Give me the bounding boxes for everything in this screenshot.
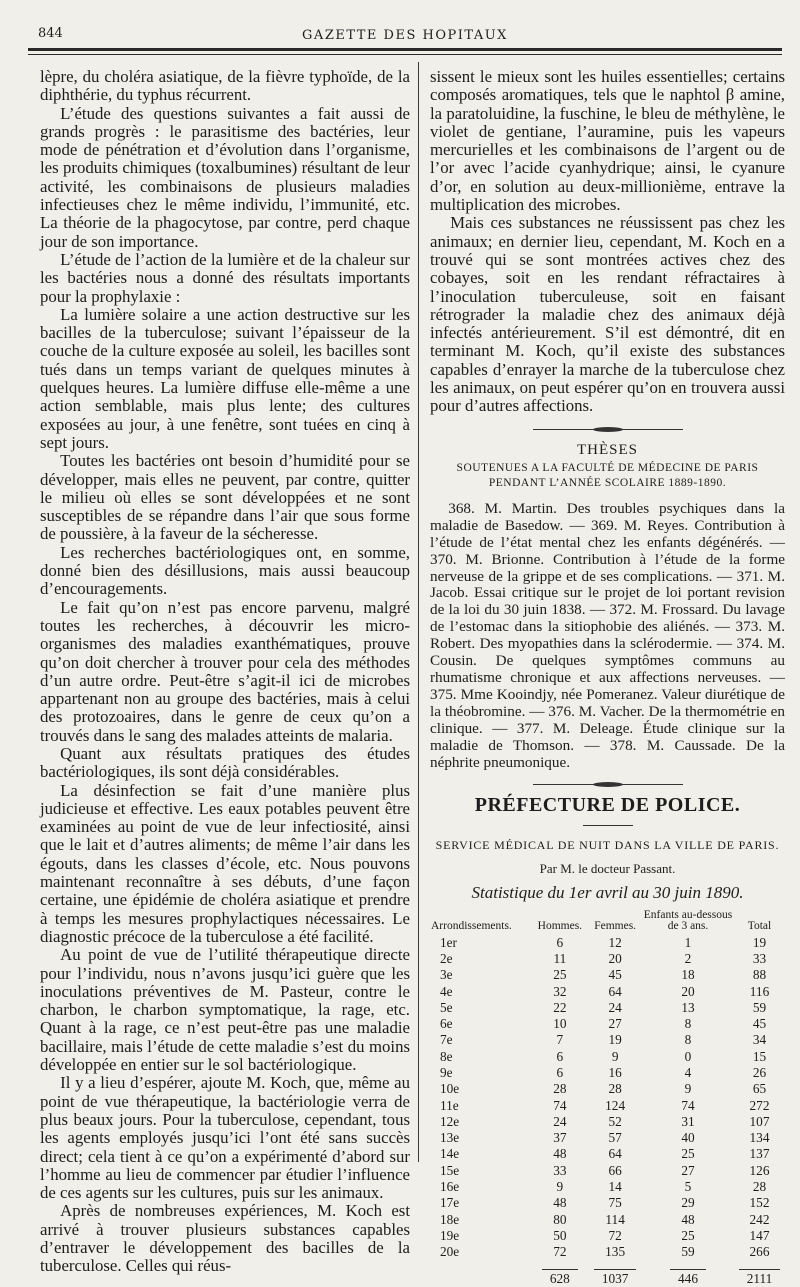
table-row — [430, 1146, 785, 1162]
value-cell: 40 — [681, 1130, 695, 1146]
section-separator — [533, 781, 683, 788]
paragraph: Les recherches bactériologiques ont, en somme, donné bien des désillusions, mais aussi beaucoup d’encouragements. — [40, 542, 410, 599]
value-cell: 20 — [608, 950, 622, 966]
value-cell: 29 — [681, 1195, 695, 1211]
value-cell: 124 — [605, 1097, 626, 1113]
paragraph: L’étude des questions suivantes a fait aussi de grands progrès : le parasitisme des bactéries, leur mode de pénétration et d’évolution dans l’organisme, les produits chimiques (toxalbumines) résultant de leur activité, les combinaisons de plusieurs maladies infectieuses chez le même individu, l’immunité, etc. La théorie de la phagocytose, par contre, perd chaque jour de son importance. — [40, 103, 410, 251]
table-row — [430, 1081, 785, 1097]
paragraph: sissent le mieux sont les huiles essentielles; certains composés aromatiques, tels que le naphtol β amine, la paratoluidine, la fuschine, le bleu de méthylène, le violet de gentiane, l’auramine, puis les vapeurs mercurielles et les combinaisons de l’argent ou de l’or avec l’acide cyanhydrique; ainsi, le cyanure d’or, en solution au deux-millionième, entrave la multiplication des microbes. — [430, 67, 785, 215]
value-cell: 28 — [752, 1179, 767, 1195]
arrondissement-cell: 20e — [440, 1244, 460, 1260]
value-cell: 75 — [608, 1195, 622, 1211]
value-cell: 88 — [752, 967, 767, 983]
value-cell: 66 — [608, 1162, 622, 1178]
arrondissement-cell: 2e — [440, 950, 453, 966]
title-rule — [583, 825, 633, 826]
table-body — [430, 935, 785, 1287]
arrondissement-cell: 5e — [440, 999, 453, 1015]
value-cell: 31 — [681, 1113, 695, 1129]
value-cell: 16 — [608, 1065, 622, 1080]
value-cell: 74 — [553, 1097, 567, 1113]
value-cell: 9 — [556, 1179, 564, 1195]
page-number: 844 — [38, 26, 63, 41]
value-cell: 6 — [556, 1065, 564, 1080]
theses-title: THÈSES — [576, 441, 638, 458]
value-cell: 116 — [749, 983, 770, 999]
value-cell: 19 — [608, 1032, 622, 1048]
value-cell: 25 — [681, 1146, 695, 1162]
arrondissement-cell: 13e — [440, 1130, 460, 1146]
service-heading: SERVICE MÉDICAL DE NUIT DANS LA VILLE DE PARIS. — [435, 837, 780, 852]
value-cell: 25 — [553, 967, 567, 983]
value-cell: 74 — [681, 1097, 695, 1113]
theses-text: 368. M. Martin. Des troubles psychiques dans la maladie de Basedow. — 369. M. Reyes. Contribution à l’étude de l’état mental chez les enfants dégénérés. — 370. M. Brionne. Contribution à l’étude de la forme nerveuse de la grippe et de ses complications. — 371. M. Jacob. Essai critique sur le projet de loi portant revision de la loi du 30 juin 1838. — 372. M. Frossard. Du lavage de l’estomac dans la sitiophobie des aliénés. — 373. M. Robert. Des myopathies dans la sclérodermie. — 374. M. Cousin. De quelques symptômes communs au rhumatisme chronique et aux affections nerveuses. — 375. Mme Kooindjy, née Pomeranez. Valeur diurétique de la théobromine. — 376. M. Vacher. De la thermométrie en clinique. — 377. M. Deleage. Étude clinique sur la maladie de Thomson. — 378. M. Caussade. De la néphrite pneumonique. — [430, 499, 785, 771]
total-value: 628 — [542, 1269, 578, 1286]
page-header — [28, 26, 782, 56]
paragraph: Au point de vue de l’utilité thérapeutique directe pour l’individu, nous n’avons jusqu’ici guère que les inoculations préventives de M. Pasteur, contre le charbon, le charbon symptomatique, la rage, etc. Quant à la rage, ce n’est peut-être pas une maladie bacillaire, mais l’étude de cette maladie s’est du moins développée en entier sur le sol bactériologique. — [40, 945, 410, 1075]
total-cell — [588, 1261, 642, 1287]
column-header: Total — [747, 919, 772, 932]
value-cell: 266 — [749, 1244, 770, 1260]
value-cell: 0 — [684, 1048, 692, 1064]
value-cell: 1 — [684, 934, 692, 950]
value-cell: 11 — [553, 950, 567, 966]
value-cell: 48 — [681, 1211, 695, 1227]
column-header: Hommes. — [537, 919, 583, 932]
author-line: Par M. le docteur Passant. — [539, 861, 676, 877]
table-row — [430, 1179, 785, 1195]
value-cell: 64 — [608, 983, 622, 999]
paragraph: La désinfection se fait d’une manière plus judicieuse et effective. Les eaux potables peuvent être examinées au point de vue de leur infectiosité, ainsi que le lait et d’autres aliments; de même l’air dans les égouts, dans les classes d’école, etc. Nous pouvons maintenant reconnaître à ses débuts, d’une façon certaine, une épidémie de choléra asiatique et prendre à temps les mesures prophylactiques nécessaires. Le diagnostic précoce de la tuberculose a été facilité. — [40, 780, 410, 946]
value-cell: 65 — [752, 1081, 767, 1097]
total-cell — [734, 1261, 785, 1287]
value-cell: 147 — [749, 1227, 770, 1243]
value-cell: 22 — [553, 999, 567, 1015]
arrondissement-cell: 3e — [440, 967, 453, 983]
value-cell: 27 — [608, 1016, 622, 1032]
value-cell: 5 — [684, 1179, 692, 1195]
value-cell: 242 — [749, 1211, 770, 1227]
value-cell: 50 — [553, 1227, 567, 1243]
table-row — [430, 984, 785, 1000]
value-cell: 33 — [553, 1162, 567, 1178]
value-cell: 8 — [684, 1032, 692, 1048]
value-cell: 6 — [556, 1048, 564, 1064]
arrondissement-cell: 8e — [440, 1048, 453, 1064]
value-cell: 34 — [752, 1032, 767, 1048]
table-row — [430, 1212, 785, 1228]
value-cell: 8 — [684, 1016, 692, 1032]
statistics-table — [430, 909, 785, 1287]
paragraph: Le fait qu’on n’est pas encore parvenu, malgré toutes les recherches, à découvrir les micro-organismes des maladies exanthématiques, prouve qu’on doit chercher à trouver pour cela des méthodes d’un autre ordre. Peut-être s’agit-il ici de microbes appartenant non au groupe des bactéries, mais à celui des protozoaires, dans le genre de ceux qu’on a trouvés dans le sang des malades atteints de malaria. — [40, 597, 410, 745]
arrondissement-cell: 9e — [440, 1065, 453, 1080]
totals-label-cell — [430, 1261, 531, 1287]
running-title: GAZETTE DES HOPITAUX — [302, 28, 508, 43]
value-cell: 13 — [681, 999, 695, 1015]
value-cell: 9 — [684, 1081, 692, 1097]
value-cell: 28 — [608, 1081, 622, 1097]
totals-row — [430, 1261, 785, 1287]
arrondissement-cell: 18e — [440, 1211, 460, 1227]
value-cell: 10 — [553, 1016, 567, 1032]
value-cell: 59 — [752, 999, 767, 1015]
arrondissement-cell: 15e — [440, 1162, 460, 1178]
value-cell: 45 — [608, 967, 622, 983]
table-row — [430, 967, 785, 983]
table-row — [430, 935, 785, 951]
value-cell: 24 — [553, 1113, 567, 1129]
paragraph: Mais ces substances ne réussissent pas chez les animaux; en dernier lieu, cependant, M. Koch en a trouvé qui se sont montrées actives chez des cobayes, soit en les rendant réfractaires à l’inoculation tuberculeuse, soit en faisant rétrograder la maladie chez des animaux déjà infectés antérieurement. S’il est démontré, dit en terminant M. Koch, qu’il existe des substances capables d’enrayer la marche de la tuberculose chez les animaux, on peut espérer qu’on en trouvera aussi pour d’autres affections. — [430, 213, 785, 416]
value-cell: 19 — [752, 934, 767, 950]
paragraph: Toutes les bactéries ont besoin d’humidité pour se développer, mais elles ne peuvent, par contre, quitter le milieu où elles se sont développées et ne sont susceptibles de se répandre dans l’air que sous forme de poussière, à la faveur de la sécheresse. — [40, 451, 410, 544]
value-cell: 9 — [611, 1048, 619, 1064]
column-divider — [418, 62, 419, 1162]
table-row — [430, 1228, 785, 1244]
paragraph: lèpre, du choléra asiatique, de la fièvre typhoïde, de la diphthérie, du typhus récurrent. — [40, 67, 410, 105]
table-row — [430, 1195, 785, 1211]
paragraph: Quant aux résultats pratiques des études bactériologiques, ils sont déjà considérables. — [40, 743, 410, 782]
value-cell: 72 — [608, 1227, 622, 1243]
prefecture-title: PRÉFECTURE DE POLICE. — [474, 794, 741, 817]
value-cell: 64 — [608, 1146, 622, 1162]
arrondissement-cell: 12e — [440, 1113, 460, 1129]
value-cell: 25 — [681, 1227, 695, 1243]
value-cell: 135 — [605, 1244, 626, 1260]
value-cell: 80 — [553, 1211, 567, 1227]
header-rule-thick — [28, 48, 782, 51]
column-header: Arrondissements. — [431, 919, 512, 932]
value-cell: 4 — [684, 1065, 692, 1080]
value-cell: 28 — [553, 1081, 567, 1097]
table-row — [430, 1098, 785, 1114]
table-row — [430, 951, 785, 967]
arrondissement-cell: 19e — [440, 1227, 460, 1243]
right-column — [430, 68, 785, 1287]
paragraph: Il y a lieu d’espérer, ajoute M. Koch, que, même au point de vue thérapeutique, la bactériologie verra de plus beaux jours. Pour la tuberculose, cependant, tous les agents employés jusqu’ici l’ont été sans succès direct; cela tient à ce qu’on a expérimenté d’abord sur l’homme au lieu de commencer par étudier l’influence de ces agents sur les cultures, puis sur les animaux. — [40, 1073, 410, 1203]
left-column — [40, 68, 410, 1276]
value-cell: 57 — [608, 1130, 622, 1146]
value-cell: 33 — [752, 950, 767, 966]
paragraph: L’étude de l’action de la lumière et de la chaleur sur les bactéries nous a donné des résultats importants pour la prophylaxie : — [40, 249, 410, 306]
arrondissement-cell: 6e — [440, 1016, 453, 1032]
value-cell: 12 — [608, 934, 622, 950]
value-cell: 45 — [752, 1016, 767, 1032]
arrondissement-cell: 1er — [440, 934, 457, 950]
theses-subtitle-line1: SOUTENUES A LA FACULTÉ DE MÉDECINE DE PARIS — [456, 461, 759, 474]
value-cell: 72 — [553, 1244, 567, 1260]
theses-list — [430, 501, 785, 772]
value-cell: 152 — [749, 1195, 770, 1211]
paragraph: La lumière solaire a une action destructive sur les bacilles de la tuberculose; suivant l’épaisseur de la couche de la culture exposée au soleil, les bacilles sont tués dans un temps variant de quelques minutes à quelques heures. La lumière diffuse elle-même a une action semblable, mais plus lente; des cultures exposées au jour, à une fenêtre, sont tuées en cinq à sept jours. — [40, 304, 410, 452]
value-cell: 114 — [605, 1211, 625, 1227]
section-separator — [533, 426, 683, 433]
table-row — [430, 1114, 785, 1130]
total-cell — [531, 1261, 588, 1287]
arrondissement-cell: 10e — [440, 1081, 460, 1097]
table-row — [430, 1130, 785, 1146]
value-cell: 134 — [749, 1130, 770, 1146]
value-cell: 52 — [608, 1113, 622, 1129]
value-cell: 107 — [749, 1113, 770, 1129]
table-row — [430, 1016, 785, 1032]
table-row — [430, 1065, 785, 1081]
value-cell: 14 — [608, 1179, 622, 1195]
value-cell: 24 — [608, 999, 622, 1015]
value-cell: 272 — [749, 1097, 770, 1113]
value-cell: 32 — [553, 983, 567, 999]
value-cell: 126 — [749, 1162, 770, 1178]
arrondissement-cell: 4e — [440, 983, 453, 999]
total-value: 1037 — [594, 1269, 637, 1286]
total-value: 446 — [670, 1269, 706, 1286]
value-cell: 18 — [681, 967, 695, 983]
table-row — [430, 1032, 785, 1048]
arrondissement-cell: 11e — [440, 1097, 459, 1113]
arrondissement-cell: 7e — [440, 1032, 453, 1048]
total-value: 2111 — [739, 1269, 781, 1286]
value-cell: 20 — [681, 983, 695, 999]
column-header: Enfants au-dessous de 3 ans. — [643, 908, 733, 932]
value-cell: 37 — [553, 1130, 567, 1146]
arrondissement-cell: 16e — [440, 1179, 460, 1195]
value-cell: 6 — [556, 934, 564, 950]
header-rule-thin — [28, 54, 782, 55]
table-row — [430, 1000, 785, 1016]
value-cell: 15 — [752, 1048, 767, 1064]
statistics-title: Statistique du 1er avril au 30 juin 1890. — [471, 883, 744, 903]
value-cell: 137 — [749, 1146, 770, 1162]
total-cell — [642, 1261, 734, 1287]
value-cell: 7 — [556, 1032, 564, 1048]
table-row — [430, 1049, 785, 1065]
value-cell: 2 — [684, 950, 692, 966]
arrondissement-cell: 17e — [440, 1195, 460, 1211]
arrondissement-cell: 14e — [440, 1146, 460, 1162]
value-cell: 48 — [553, 1195, 567, 1211]
theses-subtitle-line2: PENDANT L’ANNÉE SCOLAIRE 1889-1890. — [488, 476, 727, 489]
value-cell: 26 — [752, 1065, 767, 1080]
table-header-row — [430, 909, 785, 935]
value-cell: 27 — [681, 1162, 695, 1178]
value-cell: 48 — [553, 1146, 567, 1162]
paragraph: Après de nombreuses expériences, M. Koch est arrivé à trouver plusieurs substances capables d’entraver le développement des bacilles de la tuberculose. Celles qui réus- — [40, 1201, 410, 1276]
value-cell: 59 — [681, 1244, 695, 1260]
table-row — [430, 1244, 785, 1260]
table-row — [430, 1163, 785, 1179]
column-header: Femmes. — [594, 919, 637, 932]
